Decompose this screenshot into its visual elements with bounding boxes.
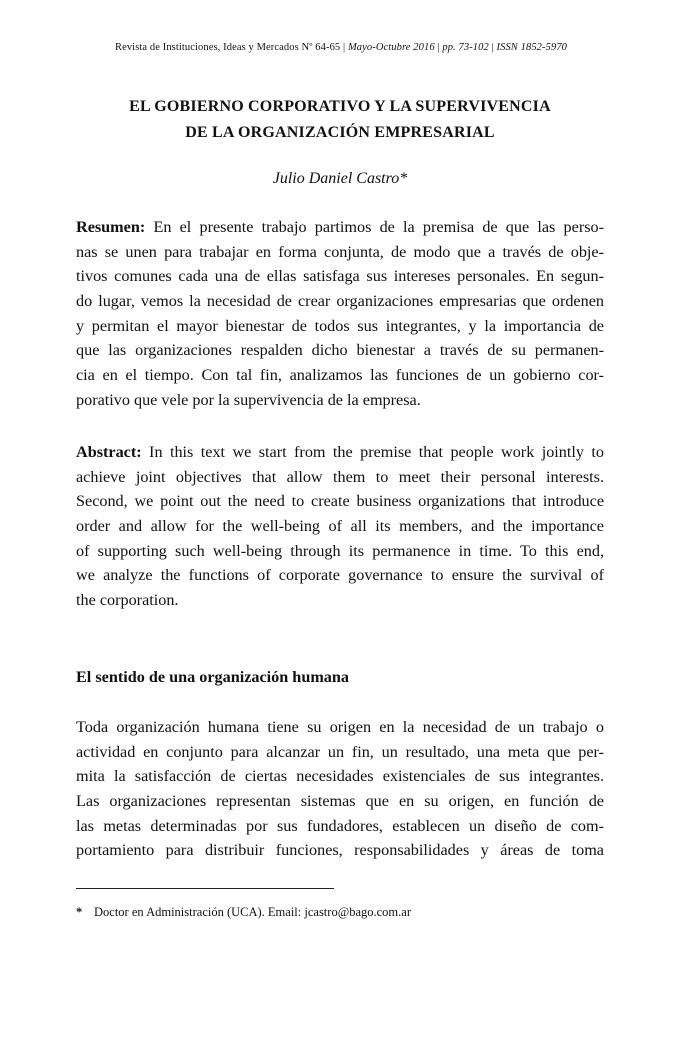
- abstract-line: do lugar, vemos la necesidad de crear organizaciones empresarias que ordenen: [76, 292, 604, 311]
- footnote-mark: *: [76, 905, 83, 919]
- section-heading: El sentido de una organización humana: [76, 668, 349, 686]
- abstract-line: achieve joint objectives that allow them to meet their personal interests.: [76, 467, 604, 486]
- body-line: portamiento para distribuir funciones, responsabilidades y áreas de toma: [76, 841, 604, 860]
- title-line: EL GOBIERNO CORPORATIVO Y LA SUPERVIVENCIA: [129, 98, 551, 115]
- running-header: [62, 42, 620, 53]
- footnote-text: Doctor en Administración (UCA). Email: jcastro@bago.com.ar: [94, 905, 411, 919]
- header-separator: |: [434, 42, 443, 53]
- abstract-line: cia en el tiempo. Con tal fin, analizamos las funciones de un gobierno cor-: [76, 366, 604, 385]
- body-line: Las organizaciones representan sistemas que en su origen, en función de: [76, 792, 604, 811]
- author-name: Julio Daniel Castro*: [272, 170, 408, 187]
- body-line: actividad en conjunto para alcanzar un fin, un resultado, una meta que per-: [76, 742, 604, 761]
- body-line: las metas determinadas por sus fundadores, establecen un diseño de com-: [76, 816, 604, 835]
- abstract-line: we analyze the functions of corporate governance to ensure the survival of: [76, 566, 604, 585]
- abstract-line: of supporting such well-being through its permanence in time. To this end,: [76, 541, 604, 560]
- abstract-line: Second, we point out the need to create business organizations that introduce: [76, 492, 604, 511]
- abstract-line: Abstract: In this text we start from the premise that people work jointly to: [76, 443, 604, 461]
- abstract-line: que las organizaciones respalden dicho bienestar a través de su permanen-: [76, 341, 604, 360]
- body-line: Toda organización humana tiene su origen en la necesidad de un trabajo o: [76, 718, 604, 736]
- issn: ISSN 1852-5970: [496, 42, 568, 53]
- article-title: [60, 94, 620, 146]
- abstract-english: [76, 440, 604, 613]
- body-paragraph: [76, 715, 604, 863]
- abstract-line: y permitan el mayor bienestar de todos sus integrantes, y la importancia de: [76, 316, 604, 335]
- abstract-line: Resumen: En el presente trabajo partimos de la premisa de que las perso-: [76, 218, 604, 236]
- header-separator: |: [340, 42, 348, 53]
- body-line: mita la satisfacción de ciertas necesidades existenciales de sus integrantes.: [76, 767, 604, 786]
- footnote-divider: [76, 888, 334, 889]
- title-line: DE LA ORGANIZACIÓN EMPRESARIAL: [185, 124, 495, 141]
- page-range: pp. 73-102: [442, 42, 489, 53]
- abstract-line: porativo que vele por la supervivencia de la empresa.: [76, 390, 421, 409]
- abstract-spanish: [76, 215, 604, 413]
- issue-period: Mayo-Octubre 2016: [347, 42, 435, 53]
- abstract-line: tivos comunes cada una de ellas satisfaga sus intereses personales. En segun-: [76, 267, 604, 286]
- journal-name: Revista de Instituciones, Ideas y Mercados Nº 64-65: [114, 42, 341, 53]
- abstract-label: Abstract:: [76, 443, 142, 461]
- footnote: [76, 905, 411, 920]
- abstract-line: order and allow for the well-being of all its members, and the importance: [76, 517, 604, 536]
- header-separator: |: [488, 42, 497, 53]
- abstract-label: Resumen:: [76, 218, 146, 236]
- abstract-line: nas se unen para trabajar en forma conjunta, de modo que a través de obje-: [76, 242, 604, 261]
- abstract-line: the corporation.: [76, 591, 179, 610]
